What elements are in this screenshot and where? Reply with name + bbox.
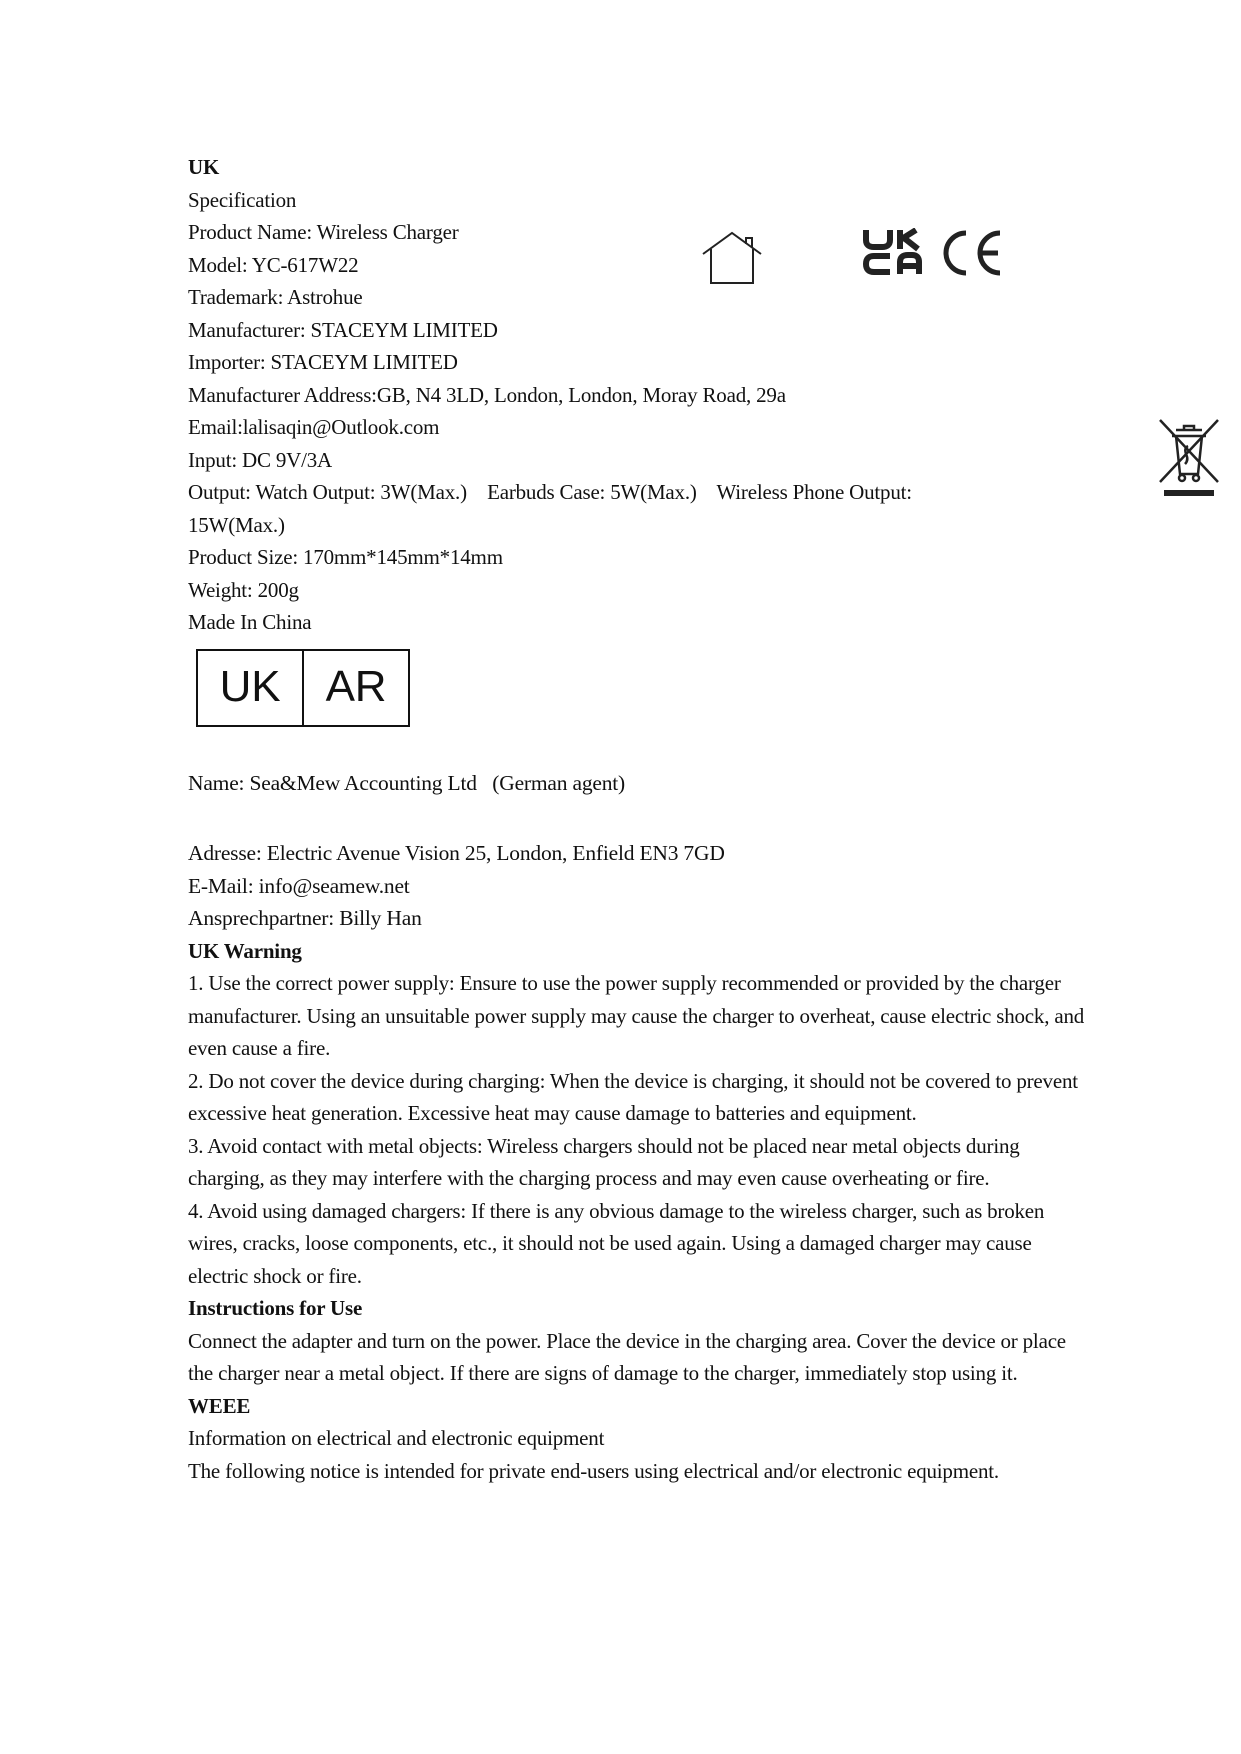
spec-weight: Weight: 200g [188,577,299,602]
warning-item-4: 4. Avoid using damaged chargers: If there is any obvious damage to the wireless charger, such as broken wires, cracks, loose components, etc., it should not be used again. Using a damaged charger may cause electric shock or fire. [188,1198,1045,1288]
warning-item-1: 1. Use the correct power supply: Ensure to use the power supply recommended or provided by the charger manufacturer. Using an unsuitable power supply may cause the charger to overheat, cause electric shock, and even cause a fire. [188,971,1085,1060]
ce-mark-icon [940,230,1006,276]
warning-heading: UK Warning [188,938,302,963]
agent-name: Name: Sea&Mew Accounting Ltd (German agent) [188,770,625,795]
ukca-mark-icon [862,228,934,276]
weee-bin-icon [1158,416,1220,500]
indoor-use-icon [700,230,764,286]
agent-contact: Ansprechpartner: Billy Han [188,906,422,930]
spec-origin: Made In China [188,610,312,634]
spec-model: Model: YC-617W22 [188,252,359,277]
weee-heading: WEEE [188,1393,251,1418]
agent-address: Adresse: Electric Avenue Vision 25, London, Enfield EN3 7GD [188,841,725,865]
spec-output-line2: 15W(Max.) [188,512,285,537]
spec-manufacturer-address: Manufacturer Address:GB, N4 3LD, London, London, Moray Road, 29a [188,382,786,407]
spec-output-line1: Output: Watch Output: 3W(Max.) Earbuds Case: 5W(Max.) Wireless Phone Output: [188,480,912,504]
uk-ar-right: AR [302,651,408,725]
section-title: UK [188,155,220,179]
spec-product-size: Product Size: 170mm*145mm*14mm [188,545,503,569]
spec-manufacturer: Manufacturer: STACEYM LIMITED [188,317,498,342]
spec-input: Input: DC 9V/3A [188,447,333,472]
spec-importer: Importer: STACEYM LIMITED [188,350,458,374]
warning-item-3: 3. Avoid contact with metal objects: Wireless chargers should not be placed near metal objects during charging, as they may interfere with the charging process and may even cause overheating or fire. [188,1133,1020,1190]
document-body [188,151,1088,1487]
spec-trademark: Trademark: Astrohue [188,285,363,309]
spec-product-name: Product Name: Wireless Charger [188,220,459,244]
warning-item-2: 2. Do not cover the device during charging: When the device is charging, it should not be covered to prevent excessive heat generation. Excessive heat may cause damage to batteries and equipment. [188,1068,1078,1125]
weee-line1: Information on electrical and electronic equipment [188,1426,605,1450]
weee-line2: The following notice is intended for private end-users using electrical and/or electronic equipment. [188,1458,999,1483]
instructions-heading: Instructions for Use [188,1296,363,1320]
spec-email: Email:lalisaqin@Outlook.com [188,415,440,439]
agent-email: E-Mail: info@seamew.net [188,873,410,898]
uk-ar-box [196,649,410,727]
uk-ar-left: UK [219,662,281,712]
instructions-text: Connect the adapter and turn on the power. Place the device in the charging area. Cover the device or place the charger near a metal object. If there are signs of damage to the charger, immediately stop using it. [188,1328,1066,1385]
spec-heading: Specification [188,187,297,212]
